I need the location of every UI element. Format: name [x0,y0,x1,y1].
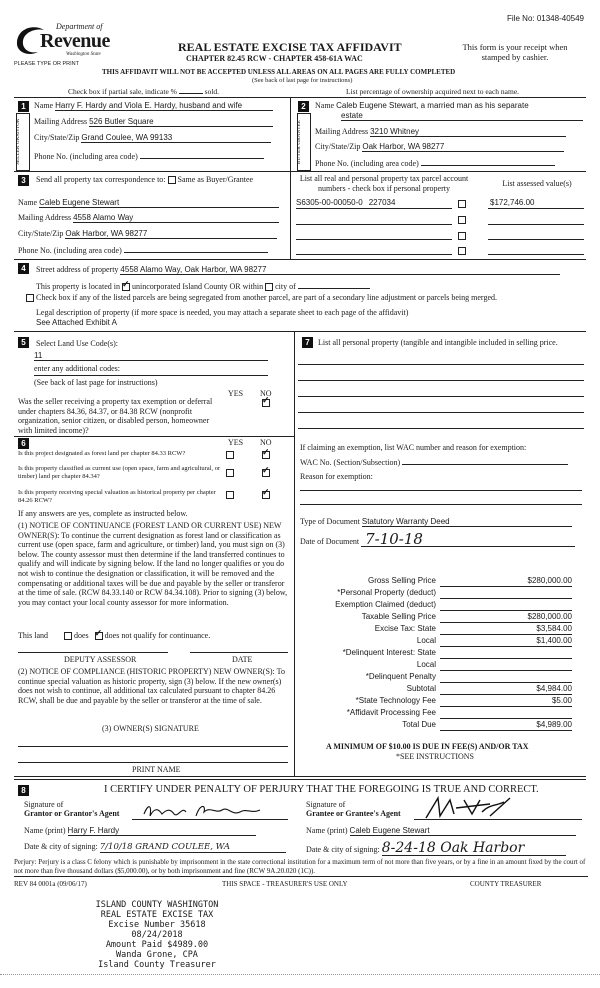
parcel-heading-1: List all real and personal property tax parcel account [299,174,469,183]
not-accepted: THIS AFFIDAVIT WILL NOT BE ACCEPTED UNLESS ALL AREAS ON ALL PAGES ARE FULLY COMPLETED [102,68,456,76]
grantee-date-label: Date & city of signing: [306,845,380,854]
doc-type-row [300,517,572,527]
city-of-field[interactable] [298,280,370,289]
this-land-label: This land [18,631,48,640]
does-checkbox[interactable] [64,632,72,640]
current-use-question: Is this property classified as current use (open space, farm and agricultural, or timber) land per chapter 84.34? [18,465,221,480]
file-number: File No: 01348-40549 [507,14,584,23]
grantor-date-label: Date & city of signing: [24,842,98,851]
financial-label: Excise Tax: State [374,624,436,633]
parcel-number[interactable]: S6305-00-00050-0 [296,198,363,207]
stamp-line-6: Wanda Grone, CPA [116,950,198,960]
receipt-note: This form is your receipt when stamped by cashier. [462,42,568,62]
section-2-number: 2 [298,101,309,112]
parcel-heading [294,174,474,194]
s6-no: NO [260,438,272,447]
corr-mailing-field[interactable]: 4558 Alamo Way [73,213,279,223]
financial-value[interactable] [440,588,572,599]
seller-mailing-field[interactable]: 526 Butler Square [89,117,273,127]
dept-small: Department of [56,22,103,31]
grantor-signature[interactable] [140,800,280,822]
historical-yes-checkbox[interactable] [226,491,234,499]
form-revision: REV 84 0001a (09/06/17) [14,880,87,888]
city-of-label: city of [275,282,296,291]
stamp-line-5: Amount Paid $4989.00 [105,940,209,950]
buyer-mailing-row [315,127,585,137]
correspondence-heading [36,175,253,184]
section-3-number: 3 [18,175,29,186]
section-7-number: 7 [302,337,313,348]
segregated-text: Check box if any of the listed parcels are being segregated from another parcel, are part of a secondary line adjustment or parcels being merged. [36,293,497,302]
located-row [36,280,370,291]
corr-city-field[interactable]: Oak Harbor, WA 98277 [65,229,277,239]
dept-state: Washington State [66,52,101,57]
street-label: Street address of property [36,265,119,274]
grantee-date-row [306,842,566,856]
see-instructions: *SEE INSTRUCTIONS [396,752,475,761]
personal-property-checkbox-2[interactable] [458,216,466,224]
grantee-sig-label-1: Signature of [306,800,346,809]
grantor-sig-label [24,800,119,818]
financial-value[interactable]: $280,000.00 [440,576,572,587]
grantee-sig-label-2: Grantee or Grantee's Agent [306,809,401,818]
dept-big: Revenue [40,30,110,52]
chapter-line: CHAPTER 82.45 RCW - CHAPTER 458-61A WAC [186,54,363,63]
corr-phone-row [18,244,286,255]
corr-mailing-row [18,213,286,223]
buyer-name-row [315,101,585,110]
treasurer-space: THIS SPACE - TREASURER'S USE ONLY [222,880,348,888]
seller-phone-label: Phone No. (including area code) [34,152,138,161]
buyer-phone-row [315,157,585,168]
financial-label: Gross Selling Price [367,576,436,585]
financial-value[interactable] [440,600,572,611]
buyer-city-field[interactable]: Oak Harbor, WA 98277 [362,142,564,152]
print-name-label: PRINT NAME [132,765,181,774]
financial-value[interactable]: $3,584.00 [440,624,572,635]
current-use-yes-checkbox[interactable] [226,469,234,477]
legal-value[interactable]: See Attached Exhibit A [36,318,117,327]
section-8-number: 8 [18,785,29,796]
buyer-phone-field[interactable] [421,157,555,166]
current-use-no-checkbox[interactable] [262,469,270,477]
corr-city-row [18,229,286,239]
buyer-city-row [315,142,585,152]
city-checkbox[interactable] [265,283,273,291]
grantor-print-field[interactable]: Harry F. Hardy [68,826,256,836]
please-type: PLEASE TYPE OR PRINT [14,61,80,67]
financial-label: *Delinquent Interest: State [342,648,436,657]
does-label: does [74,631,89,640]
financial-label: Exemption Claimed (deduct) [335,600,436,609]
correspondence-heading-text: Send all property tax correspondence to: [36,175,166,184]
grantor-sig-label-1: Signature of [24,800,64,809]
corr-city-label: City/State/Zip [18,229,64,238]
grantee-print-field[interactable]: Caleb Eugene Stewart [350,826,576,836]
buyer-name-label: Name [315,101,335,110]
department-logo [14,22,124,60]
s6-yes: YES [228,438,244,447]
corr-phone-field[interactable] [124,244,268,253]
grantee-signature[interactable] [420,794,520,822]
doc-type-label: Type of Document [300,517,360,526]
financial-value[interactable]: $5.00 [440,696,572,707]
financial-label: *Affidavit Processing Fee [346,708,436,717]
buyer-phone-label: Phone No. (including area code) [315,159,419,168]
buyer-mailing-label: Mailing Address [315,127,369,136]
segregated-row [26,293,497,302]
notice-continuance: (1) NOTICE OF CONTINUANCE (FOREST LAND OR CURRENT USE) NEW OWNER(S): To continue the current designation as forest land or classification as current use (open space, farm and agriculture, or timber) land, you must sign on (3) below. The county assessor must then determine if the land transferred continues to qualify and will indicate by signing below. If the land no longer qualifies or you do not wish to continue the designation or classification, it will be removed and the compensating or additional taxes will be due and payable by the seller or transferor at the time of sale. (RCW 84.33.140 or RCW 84.34.108). Prior to signing (3) below, you may contact your local county assessor for more information. [18,521,288,607]
buyer-mailing-field[interactable]: 3210 Whitney [370,127,566,137]
stamp-line-7: Island County Treasurer [98,960,216,970]
doc-date-field[interactable]: 7-10-18 [361,532,575,547]
county-treasurer: COUNTY TREASURER [470,880,542,888]
seller-name-row [34,101,284,111]
street-field[interactable]: 4558 Alamo Way, Oak Harbor, WA 98277 [120,265,560,275]
wac-row [300,456,568,467]
doc-date-row [300,532,575,547]
s5-yes: YES [228,389,244,398]
assessed-heading: List assessed value(s) [502,179,572,188]
financial-label: *State Technology Fee [355,696,436,705]
financial-value[interactable] [440,660,572,671]
list-pct: List percentage of ownership acquired next to each name. [346,87,520,96]
same-as-buyer-label: Same as Buyer/Grantee [177,175,254,184]
buyer-city-label: City/State/Zip [315,142,361,151]
reason-label: Reason for exemption: [300,472,373,481]
segregated-checkbox[interactable] [26,294,34,302]
partial-sale [68,87,219,96]
section-5-number: 5 [18,337,29,348]
forest-question: Is this project designated as forest land per chapter 84.33 RCW? [18,450,186,457]
financial-label: Local [416,636,436,645]
corr-name-field[interactable]: Caleb Eugene Stewart [39,198,279,208]
located-text: This property is located in [36,282,120,291]
financial-value[interactable]: $4,984.00 [440,684,572,695]
land-use-see-back: (See back of last page for instructions) [34,378,158,387]
partial-pct-field[interactable] [179,93,203,94]
form-title: REAL ESTATE EXCISE TAX AFFIDAVIT [178,40,402,54]
seller-side-label: SELLER GRANTOR [16,118,21,166]
legal-label: Legal description of property (if more space is needed, you may attach a separate sheet to each page of the affidavit) [36,308,409,317]
financial-label: *Delinquent Penalty [365,672,436,681]
wac-label: WAC No. (Section/Subsection) [300,458,401,467]
financial-value[interactable] [440,648,572,659]
doc-type-field[interactable]: Statutory Warranty Deed [362,517,572,527]
financial-label: Taxable Selling Price [361,612,436,621]
seller-phone-field[interactable] [140,150,264,159]
seller-city-label: City/State/Zip [34,133,80,142]
financial-value[interactable]: $280,000.00 [440,612,572,623]
corr-phone-label: Phone No. (including area code) [18,246,122,255]
additional-codes-row [34,364,120,373]
owner-signature-label: (3) OWNER(S) SIGNATURE [102,724,199,733]
personal-property-checkbox-4[interactable] [458,247,466,255]
buyer-name-line1[interactable]: Caleb Eugene Stewart, a married man as his separate [336,101,529,110]
notice-compliance: (2) NOTICE OF COMPLIANCE (HISTORIC PROPERTY) NEW OWNER(S): To continue special valuation as historic property, sign (3) below. If the new owner(s) does not wish to continue, all additional tax calculated pursuant to chapter 84.26 RCW, shall be due and payable by the seller or transferor at the time of sale. [18,667,285,705]
financial-value[interactable]: $4,989.00 [440,720,572,731]
date-label: DATE [232,655,253,664]
stamp-line-4: 08/24/2018 [131,930,183,940]
additional-codes-label: enter any additional codes: [34,364,120,373]
parcel-heading-2: numbers - check box if personal property [318,184,450,193]
stamp-line-2: REAL ESTATE EXCISE TAX [100,910,214,920]
personal-property-checkbox-3[interactable] [458,232,466,240]
seller-mailing-label: Mailing Address [34,117,88,126]
corr-name-label: Name [18,198,38,207]
historical-question: Is this property receiving special valuation as historical property per chapter 84.26 RCW? [18,489,216,504]
grantor-sig-label-2: Grantor or Grantor's Agent [24,809,120,818]
personal-property-text: List all personal property (tangible and intangible included in selling price. [318,338,558,347]
forest-yes-checkbox[interactable] [226,451,234,459]
financial-label: *Personal Property (deduct) [337,588,436,597]
certify-text: I CERTIFY UNDER PENALTY OF PERJURY THAT THE FOREGOING IS TRUE AND CORRECT. [104,784,539,795]
section-4-number: 4 [18,263,29,274]
section-1-number: 1 [18,101,29,112]
grantee-print-label: Name (print) [306,826,348,835]
deputy-assessor-label: DEPUTY ASSESSOR [64,655,137,664]
parcel-row-1 [296,198,472,207]
corr-name-row [18,198,286,208]
seller-name-field[interactable]: Harry F. Hardy and Viola E. Hardy, husband and wife [55,101,273,111]
seller-city-field[interactable]: Grand Coulee, WA 99133 [81,133,271,143]
stamp-line-1: ISLAND COUNTY WASHINGTON [95,900,219,910]
parcel-number-2[interactable]: 227034 [368,198,396,207]
historical-no-checkbox[interactable] [262,491,270,499]
does-not-label: does not qualify for continuance. [104,631,211,640]
same-as-buyer-checkbox[interactable] [168,176,176,184]
financial-value[interactable] [440,708,572,719]
perjury-text: Perjury: Perjury is a class C felony which is punishable by imprisonment in the state correctional institution for a maximum term of not more than five years, or by a fine in an amount fixed by the court of not more than five thousand dollars ($5,000.00), or by both imprisonment and fine (RCW 9A.20.020 (1C)). [14,858,588,877]
wac-field[interactable] [402,456,568,465]
unincorporated-label: unincorporated Island County OR within [131,282,264,291]
unincorporated-checkbox[interactable] [122,283,130,291]
financial-label: Local [416,660,436,669]
grantee-print-row [306,826,576,836]
personal-property-checkbox-1[interactable] [458,200,466,208]
financial-label: Subtotal [406,684,436,693]
corr-mailing-label: Mailing Address [18,213,72,222]
forest-no-checkbox[interactable] [262,451,270,459]
buyer-name-line2[interactable]: estate [341,111,583,121]
doc-date-label: Date of Document [300,537,360,546]
grantee-sig-label [306,800,401,818]
grantor-date-row [24,842,286,853]
does-not-checkbox[interactable] [95,632,103,640]
land-use-label: Select Land Use Code(s): [36,339,118,348]
grantee-date-field[interactable]: 8-24-18 Oak Harbor [382,842,566,856]
section-6-number: 6 [18,438,29,449]
sold-text: sold. [204,87,220,96]
financial-label: Total Due [402,720,436,729]
seller-phone-row [34,150,284,161]
minimum-due: A MINIMUM OF $10.00 IS DUE IN FEE(S) AND/OR TAX [326,742,529,751]
treasurer-stamp [62,900,252,970]
see-back: (See back of last page for instructions) [252,77,353,84]
land-use-field[interactable]: 11 [34,351,268,361]
financial-value[interactable] [440,672,572,683]
street-row [36,265,584,275]
partial-sale-text: Check box if partial sale, indicate % [68,87,177,96]
seller-mailing-row [34,117,284,127]
assessed-value[interactable]: $172,746.00 [490,198,535,207]
seller-name-label: Name [34,101,54,110]
continuance-row [18,631,210,640]
s5-no: NO [260,389,272,398]
exemption-question: Was the seller receiving a property tax exemption or deferral under chapters 84.36, 84.37, or 84.38 RCW (nonprofit organization, senior citizen, or disabled person, homeowner with limited income)? [18,397,213,435]
buyer-side-label: BUYER GRANTEE [297,119,302,165]
exemption-wac-text: If claiming an exemption, list WAC number and reason for exemption: [300,443,527,452]
if-yes-text: If any answers are yes, complete as instructed below. [18,509,188,518]
grantor-print-row [24,826,256,836]
grantor-print-label: Name (print) [24,826,66,835]
stamp-line-3: Excise Number 35618 [108,920,206,930]
seller-city-row [34,133,284,143]
financial-value[interactable]: $1,400.00 [440,636,572,647]
grantor-date-field[interactable]: 7/10/18 GRAND COULEE, WA [100,842,286,853]
exemption-no-checkbox[interactable] [262,399,270,407]
